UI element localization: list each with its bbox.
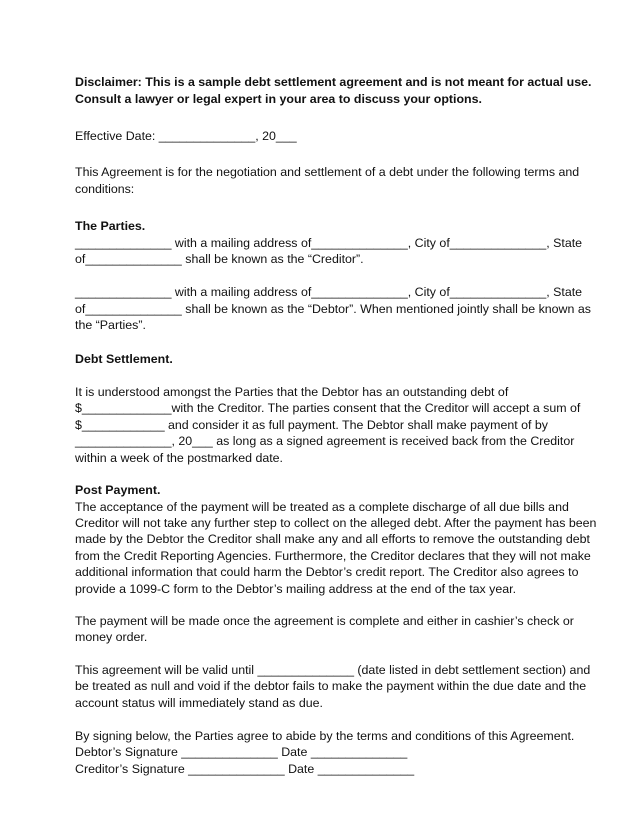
post-payment-heading: Post Payment. [75,483,161,498]
debt-settlement-paragraph [75,384,581,466]
payment-line-2: money order. [75,630,148,645]
post-line-2: Creditor will not take any further step to collect on the alleged debt. After the payment has been [75,515,597,530]
creditor-line-1: ______________ with a mailing address of______________, City of______________, State [75,235,583,250]
post-line-4: from the Credit Reporting Agencies. Furthermore, the Creditor declares that they will not make [75,548,591,563]
post-line-3: made by the Debtor the Creditor shall make any and all efforts to remove the outstanding debt [75,532,590,547]
disclaimer-line-1: Disclaimer: This is a sample debt settlement agreement and is not meant for actual use. [75,75,592,89]
intro-line-1: This Agreement is for the negotiation and settlement of a debt under the following terms and [75,165,580,180]
debt-line-2: $_____________with the Creditor. The parties consent that the Creditor will accept a sum of [75,401,581,416]
validity-line-3: account status will immediately stand as due. [75,695,323,710]
validity-line-2: be treated as null and void if the debtor fails to make the payment within the due date and the [75,679,587,694]
creditor-line-2: of______________ shall be known as the “Creditor”. [75,252,364,267]
signature-section [75,728,575,777]
debtor-line-3: the “Parties”. [75,318,146,333]
intro-line-2: conditions: [75,181,135,196]
debt-line-1: It is understood amongst the Parties that the Debtor has an outstanding debt of [75,385,509,400]
validity-paragraph [75,662,591,711]
debt-line-5: within a week of the postmarked date. [75,450,284,465]
payment-line-1: The payment will be made once the agreement is complete and either in cashier’s check or [75,613,574,628]
debt-settlement-section [75,351,581,466]
signature-intro: By signing below, the Parties agree to abide by the terms and conditions of this Agreement. [75,728,575,743]
post-line-6: provide a 1099-C form to the Debtor’s mailing address at the end of the tax year. [75,581,517,596]
debtor-line-2: of______________ shall be known as the “Debtor”. When mentioned jointly shall be known as [75,301,591,316]
disclaimer [75,74,592,108]
debtor-line-1: ______________ with a mailing address of______________, City of______________, State [75,285,583,300]
payment-terms-paragraph [75,613,575,646]
post-line-1: The acceptance of the payment will be treated as a complete discharge of all due bills and [75,499,569,514]
validity-line-1: This agreement will be valid until ______________ (date listed in debt settlement section) and [75,662,591,677]
debt-line-4: ______________, 20___ as long as a signed agreement is received back from the Creditor [75,434,575,449]
disclaimer-line-2: Consult a lawyer or legal expert in your area to discuss your options. [75,92,482,106]
debt-line-3: $____________ and consider it as full payment. The Debtor shall make payment of by [75,417,548,432]
debtor-paragraph [75,284,591,333]
debtor-signature-line: Debtor’s Signature ______________ Date ______________ [75,745,408,760]
creditor-signature-line: Creditor’s Signature ______________ Date ______________ [75,761,415,776]
post-payment-section [75,482,597,597]
debt-settlement-heading: Debt Settlement. [75,351,173,366]
effective-date: Effective Date: ______________, 20___ [75,129,297,143]
parties-heading: The Parties. [75,219,146,234]
parties-section [75,218,591,333]
intro-paragraph [75,164,580,197]
post-line-5: additional information that could harm the Debtor’s credit report. The Creditor also agrees to [75,565,579,580]
agreement-page [75,74,597,777]
